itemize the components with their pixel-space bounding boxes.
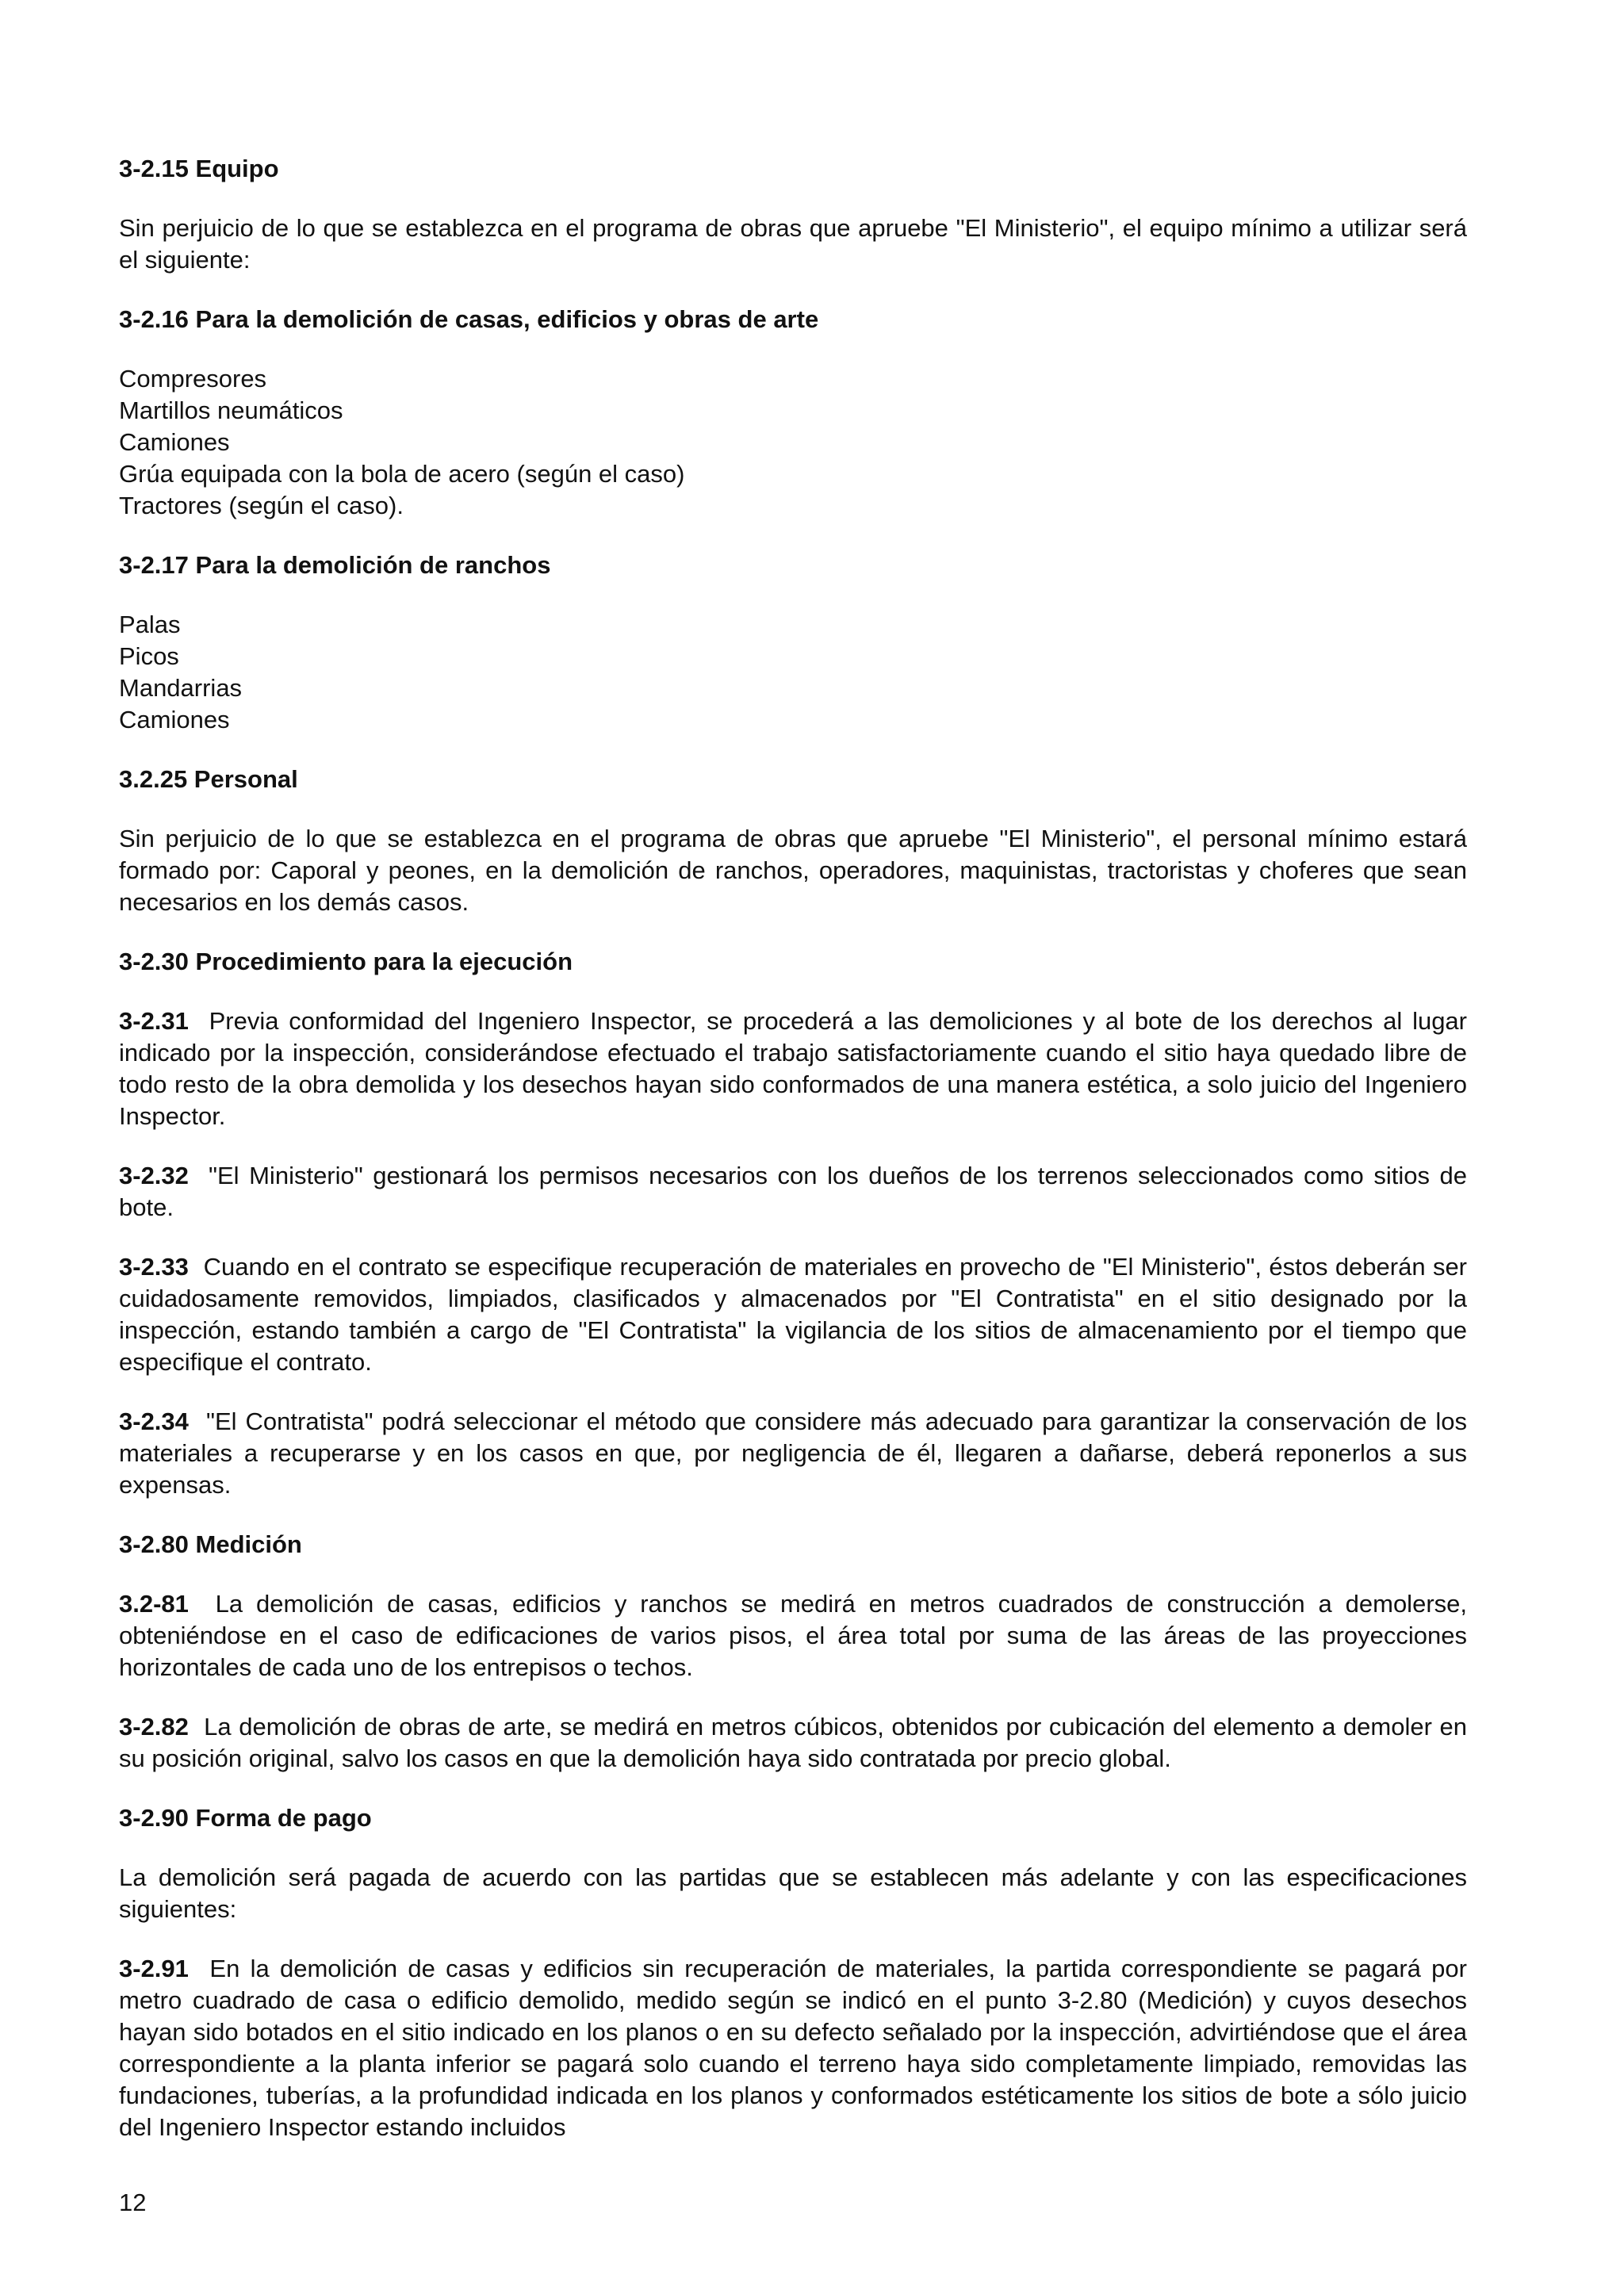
section-heading-demolicion-ranchos: 3-2.17 Para la demolición de ranchos	[119, 551, 551, 579]
clause-text: La demolición de obras de arte, se medirá en metros cúbicos, obtenidos por cubicación del elemento a demoler en su posición original, salvo los casos en que la demolición haya sido contratada por precio global.	[119, 1713, 1467, 1772]
paragraph-equipo: Sin perjuicio de lo que se establezca en el programa de obras que apruebe "El Ministerio", el equipo mínimo a utilizar será el siguiente:	[119, 214, 1467, 274]
section-heading-demolicion-casas: 3-2.16 Para la demolición de casas, edificios y obras de arte	[119, 305, 819, 333]
clause-3-2-33	[119, 1251, 1467, 1378]
list-item: Martillos neumáticos	[119, 396, 343, 424]
clause-number: 3.2-81	[119, 1590, 189, 1618]
clause-3-2-81	[119, 1588, 1467, 1683]
clause-number: 3-2.34	[119, 1407, 189, 1435]
clause-text: "El Ministerio" gestionará los permisos necesarios con los dueños de los terrenos seleccionados como sitios de bote.	[119, 1162, 1467, 1221]
clause-number: 3-2.82	[119, 1713, 189, 1741]
section-heading-medicion: 3-2.80 Medición	[119, 1530, 302, 1558]
clause-text: Previa conformidad del Ingeniero Inspector, se procederá a las demoliciones y al bote de los derechos al lugar indicado por la inspección, considerándose efectuado el trabajo satisfactoriamente cuando el sitio haya quedado libre de todo resto de la obra demolida y los desechos hayan sido conformados de una manera estética, a solo juicio del Ingeniero Inspector.	[119, 1007, 1467, 1130]
clause-text: En la demolición de casas y edificios sin recuperación de materiales, la partida correspondiente se pagará por metro cuadrado de casa o edificio demolido, medido según se indicó en el punto 3-2.80 (Medición) y cuyos desechos hayan sido botados en el sitio indicado en los planos o en su defecto señalado por la inspección, advirtiéndose que el área correspondiente a la planta inferior se pagará solo cuando el terreno haya sido completamente limpiado, removidas las fundaciones, tuberías, a la profundidad indicada en los planos y conformados estéticamente los sitios de bote a sólo juicio del Ingeniero Inspector estando incluidos	[119, 1955, 1467, 2141]
paragraph-forma-de-pago: La demolición será pagada de acuerdo con las partidas que se establecen más adelante y con las especificaciones siguientes:	[119, 1863, 1467, 1923]
clause-text: Cuando en el contrato se especifique recuperación de materiales en provecho de "El Ministerio", éstos deberán ser cuidadosamente removidos, limpiados, clasificados y almacenados por "El Contratista" en el sitio designado por la inspección, estando también a cargo de "El Contratista" la vigilancia de los sitios de almacenamiento por el tiempo que especifique el contrato.	[119, 1253, 1468, 1376]
equipment-list-casas	[119, 363, 1467, 522]
clause-number: 3-2.91	[119, 1955, 189, 1982]
section-heading-equipo: 3-2.15 Equipo	[119, 155, 279, 182]
equipment-list-ranchos	[119, 609, 1467, 736]
paragraph-personal: Sin perjuicio de lo que se establezca en el programa de obras que apruebe "El Ministerio", el personal mínimo estará formado por: Caporal y peones, en la demolición de ranchos, operadores, maquinistas, tractoristas y choferes que sean necesarios en los demás casos.	[119, 825, 1467, 916]
list-item: Tractores (según el caso).	[119, 492, 404, 519]
list-item: Camiones	[119, 428, 230, 456]
list-item: Palas	[119, 611, 181, 638]
section-heading-procedimiento: 3-2.30 Procedimiento para la ejecución	[119, 948, 573, 975]
section-heading-personal: 3.2.25 Personal	[119, 765, 298, 793]
document-page	[119, 153, 1467, 2143]
list-item: Picos	[119, 642, 179, 670]
clause-number: 3-2.33	[119, 1253, 189, 1281]
clause-3-2-82	[119, 1711, 1467, 1775]
list-item: Camiones	[119, 706, 230, 733]
section-heading-forma-de-pago: 3-2.90 Forma de pago	[119, 1804, 372, 1832]
clause-number: 3-2.31	[119, 1007, 189, 1035]
list-item: Compresores	[119, 365, 267, 393]
clause-3-2-32	[119, 1160, 1467, 1224]
list-item: Mandarrias	[119, 674, 243, 702]
list-item: Grúa equipada con la bola de acero (según el caso)	[119, 460, 685, 488]
clause-number: 3-2.32	[119, 1162, 189, 1189]
page-number: 12	[119, 2189, 147, 2216]
clause-3-2-34	[119, 1406, 1467, 1501]
clause-text: La demolición de casas, edificios y ranchos se medirá en metros cuadrados de construcción a demolerse, obteniéndose en el caso de edificaciones de varios pisos, el área total por suma de las áreas de las proyecciones horizontales de cada uno de los entrepisos o techos.	[119, 1590, 1467, 1681]
clause-3-2-31	[119, 1005, 1467, 1132]
clause-3-2-91	[119, 1953, 1467, 2143]
clause-text: "El Contratista" podrá seleccionar el método que considere más adecuado para garantizar la conservación de los materiales a recuperarse y en los casos en que, por negligencia de él, llegaren a dañarse, deberá reponerlos a sus expensas.	[119, 1407, 1467, 1499]
